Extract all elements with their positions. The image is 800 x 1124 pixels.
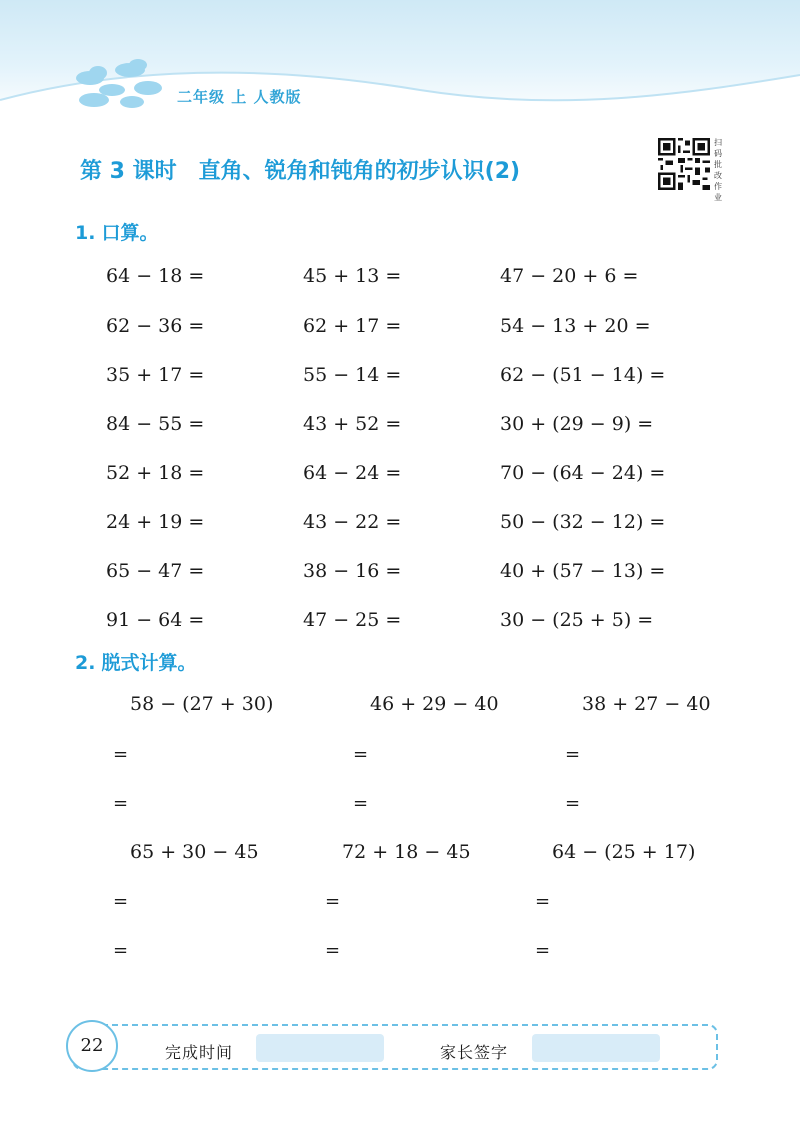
completion-time-field[interactable]: [256, 1034, 384, 1062]
mental-math-problem: 30 − (25 + 5) =: [500, 609, 654, 631]
mental-math-problem: 43 + 52 =: [303, 413, 402, 435]
section-2-number: 2.: [75, 652, 96, 674]
section-1-heading: [75, 218, 158, 245]
mental-math-problem: 30 + (29 − 9) =: [500, 413, 654, 435]
mental-math-problem: 35 + 17 =: [106, 364, 205, 386]
mental-math-problem: 62 + 17 =: [303, 315, 402, 337]
equals-sign: =: [535, 940, 551, 961]
section-1-title: 口算。: [101, 222, 159, 244]
step-calc-problem: 46 + 29 − 40: [370, 693, 499, 715]
equals-sign: =: [535, 891, 551, 912]
mental-math-problem: 64 − 18 =: [106, 265, 205, 287]
grade-label: 二年级 上 人教版: [177, 88, 302, 106]
parent-signature-label: 家长签字: [440, 1043, 509, 1062]
qr-code-icon[interactable]: [658, 138, 710, 190]
mental-math-problem: 47 − 25 =: [303, 609, 402, 631]
mental-math-problem: 52 + 18 =: [106, 462, 205, 484]
page-title: [80, 154, 520, 185]
equals-sign: =: [565, 793, 581, 814]
mental-math-problem: 47 − 20 + 6 =: [500, 265, 639, 287]
mental-math-problem: 50 − (32 − 12) =: [500, 511, 666, 533]
step-calc-problem: 64 − (25 + 17): [552, 841, 696, 863]
equals-sign: =: [353, 744, 369, 765]
completion-time-label: 完成时间: [165, 1043, 234, 1062]
mental-math-problem: 55 − 14 =: [303, 364, 402, 386]
equals-sign: =: [113, 793, 129, 814]
lesson-topic: 直角、锐角和钝角的初步认识(2): [198, 159, 521, 184]
clouds-icon: [72, 58, 167, 110]
mental-math-problem: 54 − 13 + 20 =: [500, 315, 651, 337]
equals-sign: =: [113, 891, 129, 912]
page-number: 22: [66, 1020, 118, 1072]
mental-math-problem: 24 + 19 =: [106, 511, 205, 533]
equals-sign: =: [113, 940, 129, 961]
mental-math-problem: 45 + 13 =: [303, 265, 402, 287]
equals-sign: =: [353, 793, 369, 814]
mental-math-problem: 91 − 64 =: [106, 609, 205, 631]
parent-signature-field[interactable]: [532, 1034, 660, 1062]
mental-math-problem: 84 − 55 =: [106, 413, 205, 435]
equals-sign: =: [325, 940, 341, 961]
qr-caption: 扫码批改作业: [714, 138, 722, 202]
section-2-heading: [75, 648, 196, 675]
mental-math-problem: 64 − 24 =: [303, 462, 402, 484]
lesson-number: 第 3 课时: [80, 159, 177, 184]
equals-sign: =: [565, 744, 581, 765]
mental-math-problem: 38 − 16 =: [303, 560, 402, 582]
mental-math-problem: 65 − 47 =: [106, 560, 205, 582]
step-calc-problem: 38 + 27 − 40: [582, 693, 711, 715]
step-calc-problem: 58 − (27 + 30): [130, 693, 274, 715]
step-calc-problem: 65 + 30 − 45: [130, 841, 259, 863]
section-2-title: 脱式计算。: [101, 652, 197, 674]
mental-math-problem: 62 − (51 − 14) =: [500, 364, 666, 386]
equals-sign: =: [113, 744, 129, 765]
mental-math-problem: 70 − (64 − 24) =: [500, 462, 666, 484]
mental-math-problem: 43 − 22 =: [303, 511, 402, 533]
equals-sign: =: [325, 891, 341, 912]
mental-math-problem: 62 − 36 =: [106, 315, 205, 337]
mental-math-problem: 40 + (57 − 13) =: [500, 560, 666, 582]
step-calc-problem: 72 + 18 − 45: [342, 841, 471, 863]
section-1-number: 1.: [75, 222, 96, 244]
